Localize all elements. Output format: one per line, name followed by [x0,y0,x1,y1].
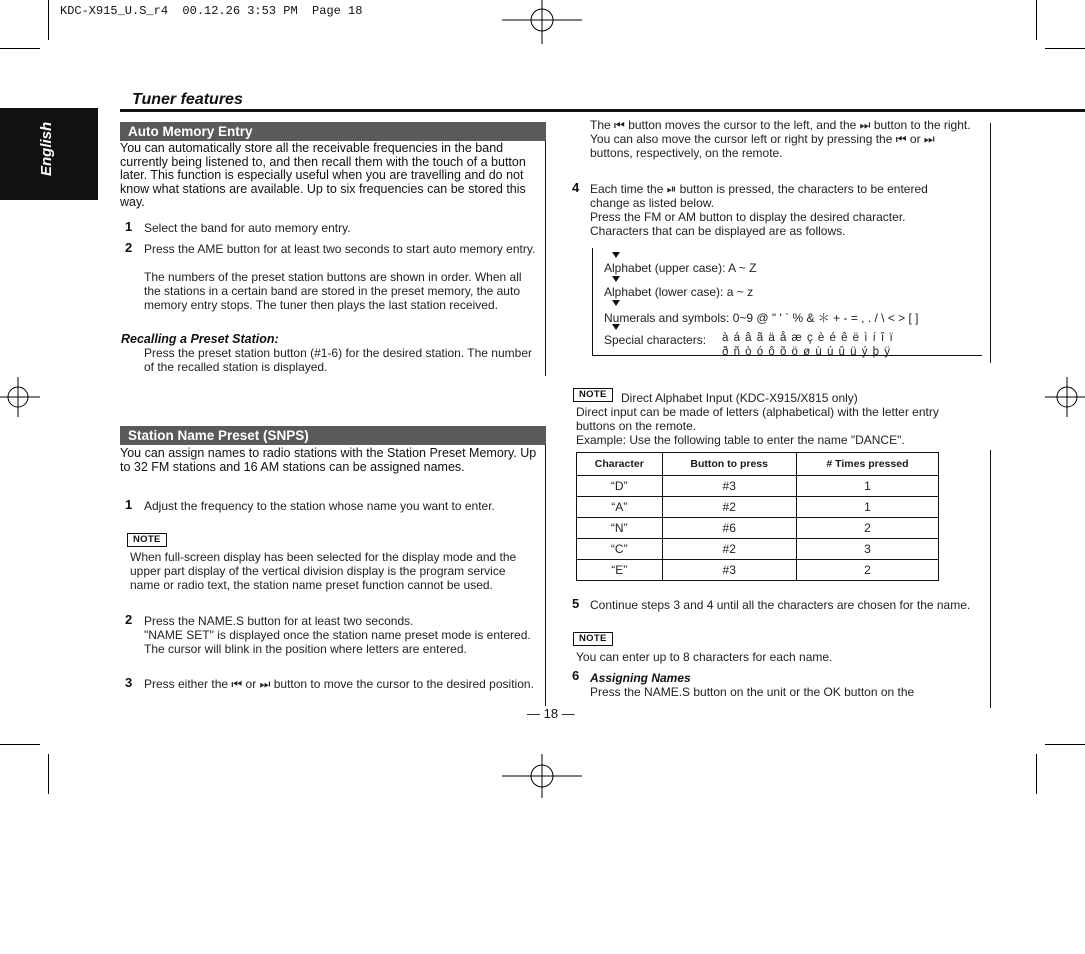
note-text: When full-screen display has been selected for the display mode and the upper part display of the vertical division display is the program service name or radio text, the station name preset function cannot be used. [130,550,517,592]
down-arrow-icon [612,252,620,258]
step-number: 2 [125,240,133,255]
text-part: button is pressed, the characters to be entered change as listed below. [590,182,928,210]
table-cell: #3 [662,476,796,497]
step-text [144,677,534,691]
title-rule [120,109,1085,112]
column-rule [545,140,546,376]
note-text: Direct input can be made of letters (alphabetical) with the letter entry buttons on the remote. Example: Use the following table to enter the name "DANCE". [576,405,939,447]
note-title: Direct Alphabet Input (KDC-X915/X815 only) [621,391,858,405]
char-set-special: Special characters: [604,333,707,347]
snps-heading: Station Name Preset (SNPS) [120,426,546,445]
table-row [577,539,939,560]
table-cell: #2 [662,497,796,518]
down-arrow-icon [612,324,620,330]
prev-track-icon: ⏮ [895,132,907,146]
crop-mark [48,754,49,794]
table-cell: 1 [796,476,938,497]
column-header: Character [577,453,663,476]
step-number: 5 [572,596,580,611]
table-cell: 1 [796,497,938,518]
table-row [577,560,939,581]
text-part: or [909,132,921,146]
table-cell: #6 [662,518,796,539]
text-part: buttons, respectively, on the remote. [590,146,783,160]
step-text-part: or [245,677,257,691]
crop-mark [48,0,49,40]
step-extra: The numbers of the preset station buttons are shown in order. When all the stations in a certain band are stored in the preset memory, the auto memory entry stops. The tuner then plays the last station received. [144,270,522,312]
registration-mark [502,754,582,798]
crop-mark [0,48,40,49]
auto-memory-lead: You can automatically store all the receivable frequencies in the band currently being listened to, and then recall them with the touch of a button later. This function is especially useful when you are travelling and do not know what stations are available. Up to six frequencies can be stored this way. [120,141,526,209]
table-row [577,518,939,539]
step-text: Press the NAME.S button for at least two seconds. [144,614,414,628]
table-row [577,476,939,497]
special-chars-row: à á â ã ä å æ ç è é ê ë ì í î ï [722,332,894,344]
crop-mark [1045,744,1085,745]
down-arrow-icon [612,276,620,282]
note-label: NOTE [127,533,167,547]
step-text: Press the AME button for at least two seconds to start auto memory entry. [144,242,536,256]
char-set-upper: Alphabet (upper case): A ~ Z [604,261,757,275]
char-set-lower: Alphabet (lower case): a ~ z [604,285,754,299]
snps-lead: You can assign names to radio stations with the Station Preset Memory. Up to 32 FM stations and 16 AM stations can be assigned names. [120,446,537,474]
next-track-icon: ⏭ [859,118,871,132]
text-part: button moves the cursor to the left, and the [628,118,857,132]
note-text: You can enter up to 8 characters for each name. [576,650,833,664]
cycle-line [592,248,593,356]
text-part: The [590,118,611,132]
table-cell: “A” [577,497,663,518]
cursor-move-text [590,118,980,160]
registration-mark [0,377,40,417]
crop-mark [0,744,40,745]
next-track-icon: ⏭ [259,677,271,691]
page-number: — 18 — [527,706,575,721]
column-rule [990,450,991,708]
step-heading: Assigning Names [590,671,691,685]
registration-mark [502,0,582,44]
print-header: KDC-X915_U.S_r4 00.12.26 3:53 PM Page 18 [60,4,363,18]
recall-heading: Recalling a Preset Station: [121,332,279,346]
column-rule [545,444,546,706]
step-text-part: Press either the [144,677,229,691]
step-text: Continue steps 3 and 4 until all the characters are chosen for the name. [590,598,971,612]
table-cell: 3 [796,539,938,560]
step-number: 6 [572,668,580,683]
step-text: Press the NAME.S button on the unit or the OK button on the [590,685,915,699]
page-title: Tuner features [132,91,243,108]
table-row [577,497,939,518]
column-header: # Times pressed [796,453,938,476]
table-cell: #3 [662,560,796,581]
step-number: 1 [125,497,133,512]
table-cell: “D” [577,476,663,497]
crop-mark [1036,754,1037,794]
auto-memory-heading: Auto Memory Entry [120,122,546,141]
char-set-symbols: Numerals and symbols: 0~9 @ " ' ` % & ＊ + - = , . / \ < > [ ] [604,311,919,325]
special-chars-row: ð ñ ò ó ô õ ö ø ù ú û ü ý þ ÿ [722,346,892,358]
table-header-row [577,453,939,476]
dance-input-table [576,452,939,581]
text-part: You can also move the cursor left or right by pressing the [590,132,893,146]
prev-track-icon: ⏮ [231,677,243,691]
step-number: 2 [125,612,133,627]
table-cell: “N” [577,518,663,539]
note-label: NOTE [573,388,613,402]
table-cell: “C” [577,539,663,560]
prev-track-icon: ⏮ [614,118,625,132]
language-tab [0,108,98,200]
registration-mark [1045,377,1085,417]
next-track-icon: ⏭ [923,132,935,146]
step-number: 3 [125,675,133,690]
column-header: Button to press [662,453,796,476]
step-number: 4 [572,180,580,195]
step-extra: Press the FM or AM button to display the desired character. Characters that can be displayed are as follows. [590,210,906,238]
text-part: Each time the [590,182,664,196]
language-label: English [38,121,55,176]
note-label: NOTE [573,632,613,646]
recall-text: Press the preset station button (#1-6) for the desired station. The number of the recalled station is displayed. [144,346,532,374]
step-text: Select the band for auto memory entry. [144,221,351,235]
table-cell: 2 [796,518,938,539]
play-pause-icon: ⏯ [666,182,677,196]
character-cycle-diagram [592,248,982,360]
table-cell: 2 [796,560,938,581]
step-text: Adjust the frequency to the station whose name you want to enter. [144,499,495,513]
table-cell: #2 [662,539,796,560]
column-rule [990,123,991,363]
crop-mark [1045,48,1085,49]
step-extra: "NAME SET" is displayed once the station name preset mode is entered. The cursor will blink in the position where letters are entered. [144,628,531,656]
down-arrow-icon [612,300,620,306]
table-cell: “E” [577,560,663,581]
step-text [590,182,970,210]
text-part: button to the right. [873,118,971,132]
step-text-part: button to move the cursor to the desired position. [273,677,534,691]
step-number: 1 [125,219,133,234]
crop-mark [1036,0,1037,40]
